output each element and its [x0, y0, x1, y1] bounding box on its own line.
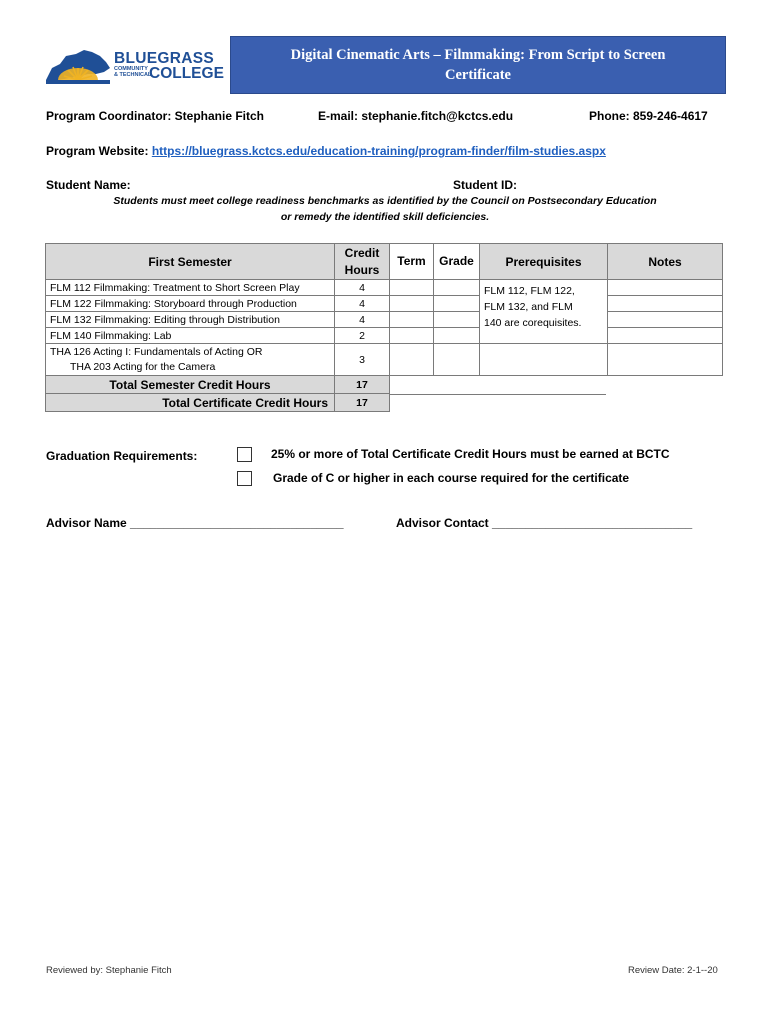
table-row	[46, 296, 723, 312]
header-prerequisites: Prerequisites	[480, 244, 608, 280]
reviewed-by: Reviewed by: Stephanie Fitch	[46, 965, 172, 976]
graduation-requirements-label: Graduation Requirements:	[46, 449, 198, 463]
total-certificate-row	[46, 394, 723, 412]
course-name: FLM 112 Filmmaking: Treatment to Short Screen Play	[46, 280, 335, 296]
program-coordinator: Program Coordinator: Stephanie Fitch	[46, 109, 265, 123]
student-name-label: Student Name:	[46, 178, 131, 192]
email: E-mail: stephanie.fitch@kctcs.edu	[318, 109, 514, 123]
prereq-line-2: FLM 132, and FLM	[484, 301, 573, 313]
course-name-line-1: THA 126 Acting I: Fundamentals of Acting OR	[50, 345, 263, 358]
table-header-row	[46, 244, 723, 280]
grade-cell[interactable]	[434, 280, 480, 296]
total-certificate-value: 17	[335, 394, 390, 412]
program-website	[46, 144, 606, 158]
course-name	[46, 344, 335, 376]
header-hours: Hours	[344, 262, 380, 277]
total-certificate-spacer	[390, 394, 723, 412]
header-credit: Credit	[344, 245, 380, 260]
grade-cell[interactable]	[434, 312, 480, 328]
term-cell[interactable]	[390, 328, 434, 344]
requirement-2-checkbox[interactable]	[237, 471, 252, 486]
header-first-semester: First Semester	[46, 244, 335, 280]
notes-cell[interactable]	[608, 312, 723, 328]
notes-cell[interactable]	[608, 296, 723, 312]
prereq-line-1: FLM 112, FLM 122,	[484, 285, 575, 297]
header-credit-hours	[335, 244, 390, 280]
requirement-1-checkbox[interactable]	[237, 447, 252, 462]
course-credits: 4	[335, 312, 390, 328]
course-name: FLM 132 Filmmaking: Editing through Distribution	[46, 312, 335, 328]
table-row	[46, 344, 723, 376]
logo-line-2	[114, 66, 151, 78]
course-credits: 4	[335, 296, 390, 312]
term-cell[interactable]	[390, 312, 434, 328]
term-cell[interactable]	[390, 280, 434, 296]
notes-cell[interactable]	[608, 344, 723, 376]
course-credits: 3	[335, 344, 390, 376]
header-term: Term	[390, 244, 434, 280]
student-id-label: Student ID:	[453, 178, 517, 192]
phone: Phone: 859-246-4617	[589, 109, 708, 123]
readiness-note-line-2: or remedy the identified skill deficiencies.	[280, 211, 490, 223]
grade-cell[interactable]	[434, 328, 480, 344]
prerequisites-cell	[480, 280, 608, 344]
logo-line-2b: & TECHNICAL	[114, 72, 152, 78]
total-certificate-label: Total Certificate Credit Hours	[46, 394, 335, 412]
total-semester-label: Total Semester Credit Hours	[46, 376, 335, 394]
title-line-1: Digital Cinematic Arts – Filmmaking: From Script to Screen	[290, 47, 666, 63]
course-table	[45, 243, 723, 412]
total-semester-value: 17	[335, 376, 390, 394]
grade-cell[interactable]	[434, 344, 480, 376]
total-semester-row	[46, 376, 723, 394]
advisor-name-field[interactable]: Advisor Name ________________________________	[46, 516, 344, 530]
requirement-2-text: Grade of C or higher in each course required for the certificate	[273, 471, 630, 485]
table-row	[46, 312, 723, 328]
table-row	[46, 328, 723, 344]
title-line-2: Certificate	[444, 67, 511, 83]
advisor-contact-field[interactable]: Advisor Contact ______________________________	[396, 516, 693, 530]
website-label: Program Website:	[46, 144, 149, 158]
requirement-1-text: 25% or more of Total Certificate Credit Hours must be earned at BCTC	[271, 447, 670, 461]
website-link[interactable]: https://bluegrass.kctcs.edu/education-training/program-finder/film-studies.aspx	[151, 144, 606, 158]
logo-line-1: BLUEGRASS	[114, 50, 215, 67]
readiness-note-line-1: Students must meet college readiness benchmarks as identified by the Council on Postsecondary Education	[113, 195, 657, 207]
term-cell[interactable]	[390, 296, 434, 312]
review-date: Review Date: 2-1--20	[628, 965, 718, 976]
term-cell[interactable]	[390, 344, 434, 376]
course-name-line-2: THA 203 Acting for the Camera	[70, 360, 216, 373]
bluegrass-logo-icon	[44, 46, 114, 88]
course-name: FLM 140 Filmmaking: Lab	[46, 328, 335, 344]
course-name: FLM 122 Filmmaking: Storyboard through Production	[46, 296, 335, 312]
title-banner	[230, 36, 726, 94]
prereq-empty-cell	[480, 344, 608, 376]
header-notes: Notes	[608, 244, 723, 280]
college-logo	[44, 46, 244, 88]
logo-line-3: COLLEGE	[149, 65, 224, 82]
prereq-line-3: 140 are corequisites.	[484, 317, 582, 329]
logo-line-2a: COMMUNITY	[114, 66, 148, 72]
total-semester-spacer	[390, 376, 723, 394]
course-credits: 2	[335, 328, 390, 344]
notes-cell[interactable]	[608, 280, 723, 296]
notes-cell[interactable]	[608, 328, 723, 344]
grade-cell[interactable]	[434, 296, 480, 312]
course-credits: 4	[335, 280, 390, 296]
header-grade: Grade	[434, 244, 480, 280]
table-row	[46, 280, 723, 296]
